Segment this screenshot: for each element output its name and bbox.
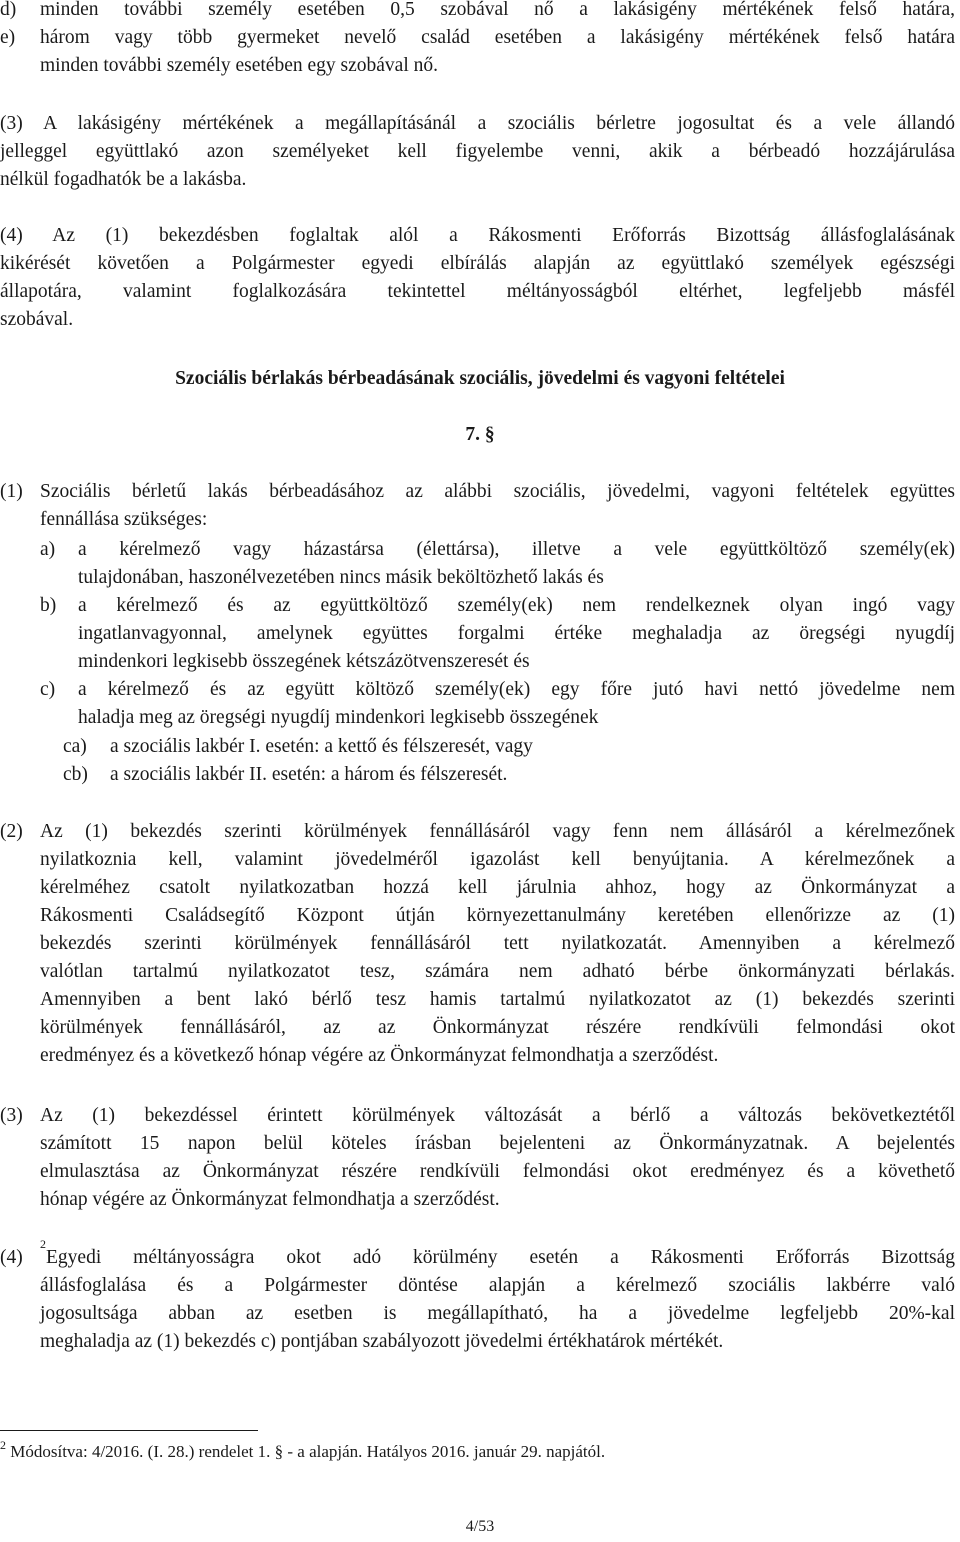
s7-1-item-b-line-2: ingatlanvagyonnal, amelynek együttes forgalmi értéke meghaladja az öregségi nyugdíj <box>78 623 955 644</box>
s7-1-item-c-line-2: haladja meg az öregségi nyugdíj mindenkori legkisebb összegének <box>78 707 599 728</box>
s7-2-line-8: körülmények fennállásáról, az az Önkormányzat részére rendkívüli felmondási okot <box>40 1017 955 1038</box>
list-item-e-line-1: három vagy több gyermeket nevelő család esetében a lakásigény mértékének felső határa <box>40 27 955 48</box>
section-heading: Szociális bérlakás bérbeadásának szociális, jövedelmi és vagyoni feltételei <box>175 368 785 389</box>
s7-1-line-1: Szociális bérletű lakás bérbeadásához az alábbi szociális, jövedelmi, vagyoni feltételek együttes <box>40 481 955 502</box>
s7-2-line-7: Amennyiben a bent lakó bérlő tesz hamis tartalmú nyilatkozatot az (1) bekezdés szerinti <box>40 989 955 1010</box>
s7-1-item-b-line-3: mindenkori legkisebb összegének kétszázötvenszeresét és <box>78 651 530 672</box>
s7-3-label: (3) <box>0 1105 23 1126</box>
s7-4-line-2: állásfoglalása és a Polgármester döntése alapján a kérelmező szociális lakbérre való <box>40 1275 955 1296</box>
s7-2-line-3: kérelméhez csatolt nyilatkozatban hozzá kell járulnia ahhoz, hogy az Önkormányzat a <box>40 877 955 898</box>
s7-3-line-1: Az (1) bekezdéssel érintett körülmények változását a bérlő a változás bekövetkeztétől <box>40 1105 955 1126</box>
s7-2-line-5: bekezdés szerinti körülmények fennállásáról tett nyilatkozatát. Amennyiben a kérelmező <box>40 933 955 954</box>
s7-1-label: (1) <box>0 481 23 502</box>
s7-4-label: (4) <box>0 1247 23 1268</box>
paragraph-4-line-4: szobával. <box>0 309 74 330</box>
s7-3-line-2: számított 15 napon belül köteles írásban bejelenteni az Önkormányzatnak. A bejelentés <box>40 1133 955 1154</box>
s7-1-line-2: fennállása szükséges: <box>40 509 208 530</box>
s7-2-line-1: Az (1) bekezdés szerinti körülmények fennállásáról vagy fenn nem állásáról a kérelmezőnek <box>40 821 955 842</box>
paragraph-3-line-1: (3) A lakásigény mértékének a megállapításánál a szociális bérletre jogosultat és a vele állandó <box>0 113 955 134</box>
s7-1-subitem-ca-text: a szociális lakbér I. esetén: a kettő és félszeresét, vagy <box>110 736 533 757</box>
list-item-e-line-2: minden további személy esetében egy szobával nő. <box>40 55 438 76</box>
s7-2-label: (2) <box>0 821 23 842</box>
list-item-d-line-1: minden további személy esetében 0,5 szobával nő a lakásigény mértékének felső határa, <box>40 0 955 20</box>
s7-2-line-2: nyilatkoznia kell, valamint jövedelméről igazolást kell benyújtania. A kérelmezőnek a <box>40 849 955 870</box>
section-number: 7. § <box>465 424 495 445</box>
paragraph-4-line-1: (4) Az (1) bekezdésben foglaltak alól a Rákosmenti Erőforrás Bizottság állásfoglalásának <box>0 225 955 246</box>
s7-1-item-c-label: c) <box>40 679 56 700</box>
s7-4-line-1-wrap <box>40 1237 955 1273</box>
s7-1-item-b-label: b) <box>40 595 57 616</box>
footnote-text: Módosítva: 4/2016. (I. 28.) rendelet 1. § - a alapján. Hatályos 2016. január 29. napjától. <box>6 1442 606 1461</box>
footnote-marker: 2 <box>0 1438 6 1452</box>
s7-1-subitem-cb-text: a szociális lakbér II. esetén: a három és félszeresét. <box>110 764 508 785</box>
s7-1-item-b-line-1: a kérelmező és az együttköltöző személy(ek) nem rendelkeznek olyan ingó vagy <box>78 595 955 616</box>
s7-2-line-9: eredményez és a következő hónap végére az Önkormányzat felmondhatja a szerződést. <box>40 1045 719 1066</box>
s7-1-item-c-line-1: a kérelmező és az együtt költöző személy(ek) egy főre jutó havi nettó jövedelme nem <box>78 679 955 700</box>
s7-1-subitem-cb-label: cb) <box>63 764 88 785</box>
footnote-reference: 2 <box>40 1237 46 1251</box>
list-label-d: d) <box>0 0 17 20</box>
s7-4-line-4: meghaladja az (1) bekezdés c) pontjában szabályozott jövedelmi értékhatárok mértékét. <box>40 1331 724 1352</box>
footnote-divider <box>0 1430 258 1431</box>
s7-4-line-1: Egyedi méltányosságra okot adó körülmény esetén a Rákosmenti Erőforrás Bizottság <box>46 1247 955 1268</box>
footnote <box>0 1438 606 1463</box>
page-number: 4/53 <box>465 1518 495 1535</box>
s7-2-line-6: valótlan tartalmú nyilatkozatot tesz, számára nem adható bérbe önkormányzati bérlakás. <box>40 961 955 982</box>
s7-1-item-a-label: a) <box>40 539 56 560</box>
s7-2-line-4: Rákosmenti Családsegítő Központ útján környezettanulmány keretében ellenőrizze az (1) <box>40 905 955 926</box>
s7-3-line-4: hónap végére az Önkormányzat felmondhatja a szerződést. <box>40 1189 500 1210</box>
list-label-e: e) <box>0 27 16 48</box>
s7-3-line-3: elmulasztása az Önkormányzat részére rendkívüli felmondási okot eredményez és a követhető <box>40 1161 955 1182</box>
paragraph-3-line-2: jelleggel együttlakó azon személyeket kell figyelembe venni, akik a bérbeadó hozzájárulása <box>0 141 955 162</box>
s7-1-subitem-ca-label: ca) <box>63 736 87 757</box>
s7-1-item-a-line-2: tulajdonában, haszonélvezetében nincs másik beköltözhető lakás és <box>78 567 604 588</box>
paragraph-4-line-3: állapotára, valamint foglalkozására tekintettel méltányosságból eltérhet, legfeljebb másfél <box>0 281 955 302</box>
paragraph-4-line-2: kikérését követően a Polgármester egyedi elbírálás alapján az együttlakó személyek egészségi <box>0 253 955 274</box>
paragraph-3-line-3: nélkül fogadhatók be a lakásba. <box>0 169 247 190</box>
s7-1-item-a-line-1: a kérelmező vagy házastársa (élettársa), illetve a vele együttköltöző személy(ek) <box>78 539 955 560</box>
s7-4-line-3: jogosultsága abban az esetben is megállapítható, ha a jövedelme legfeljebb 20%-kal <box>40 1303 955 1324</box>
